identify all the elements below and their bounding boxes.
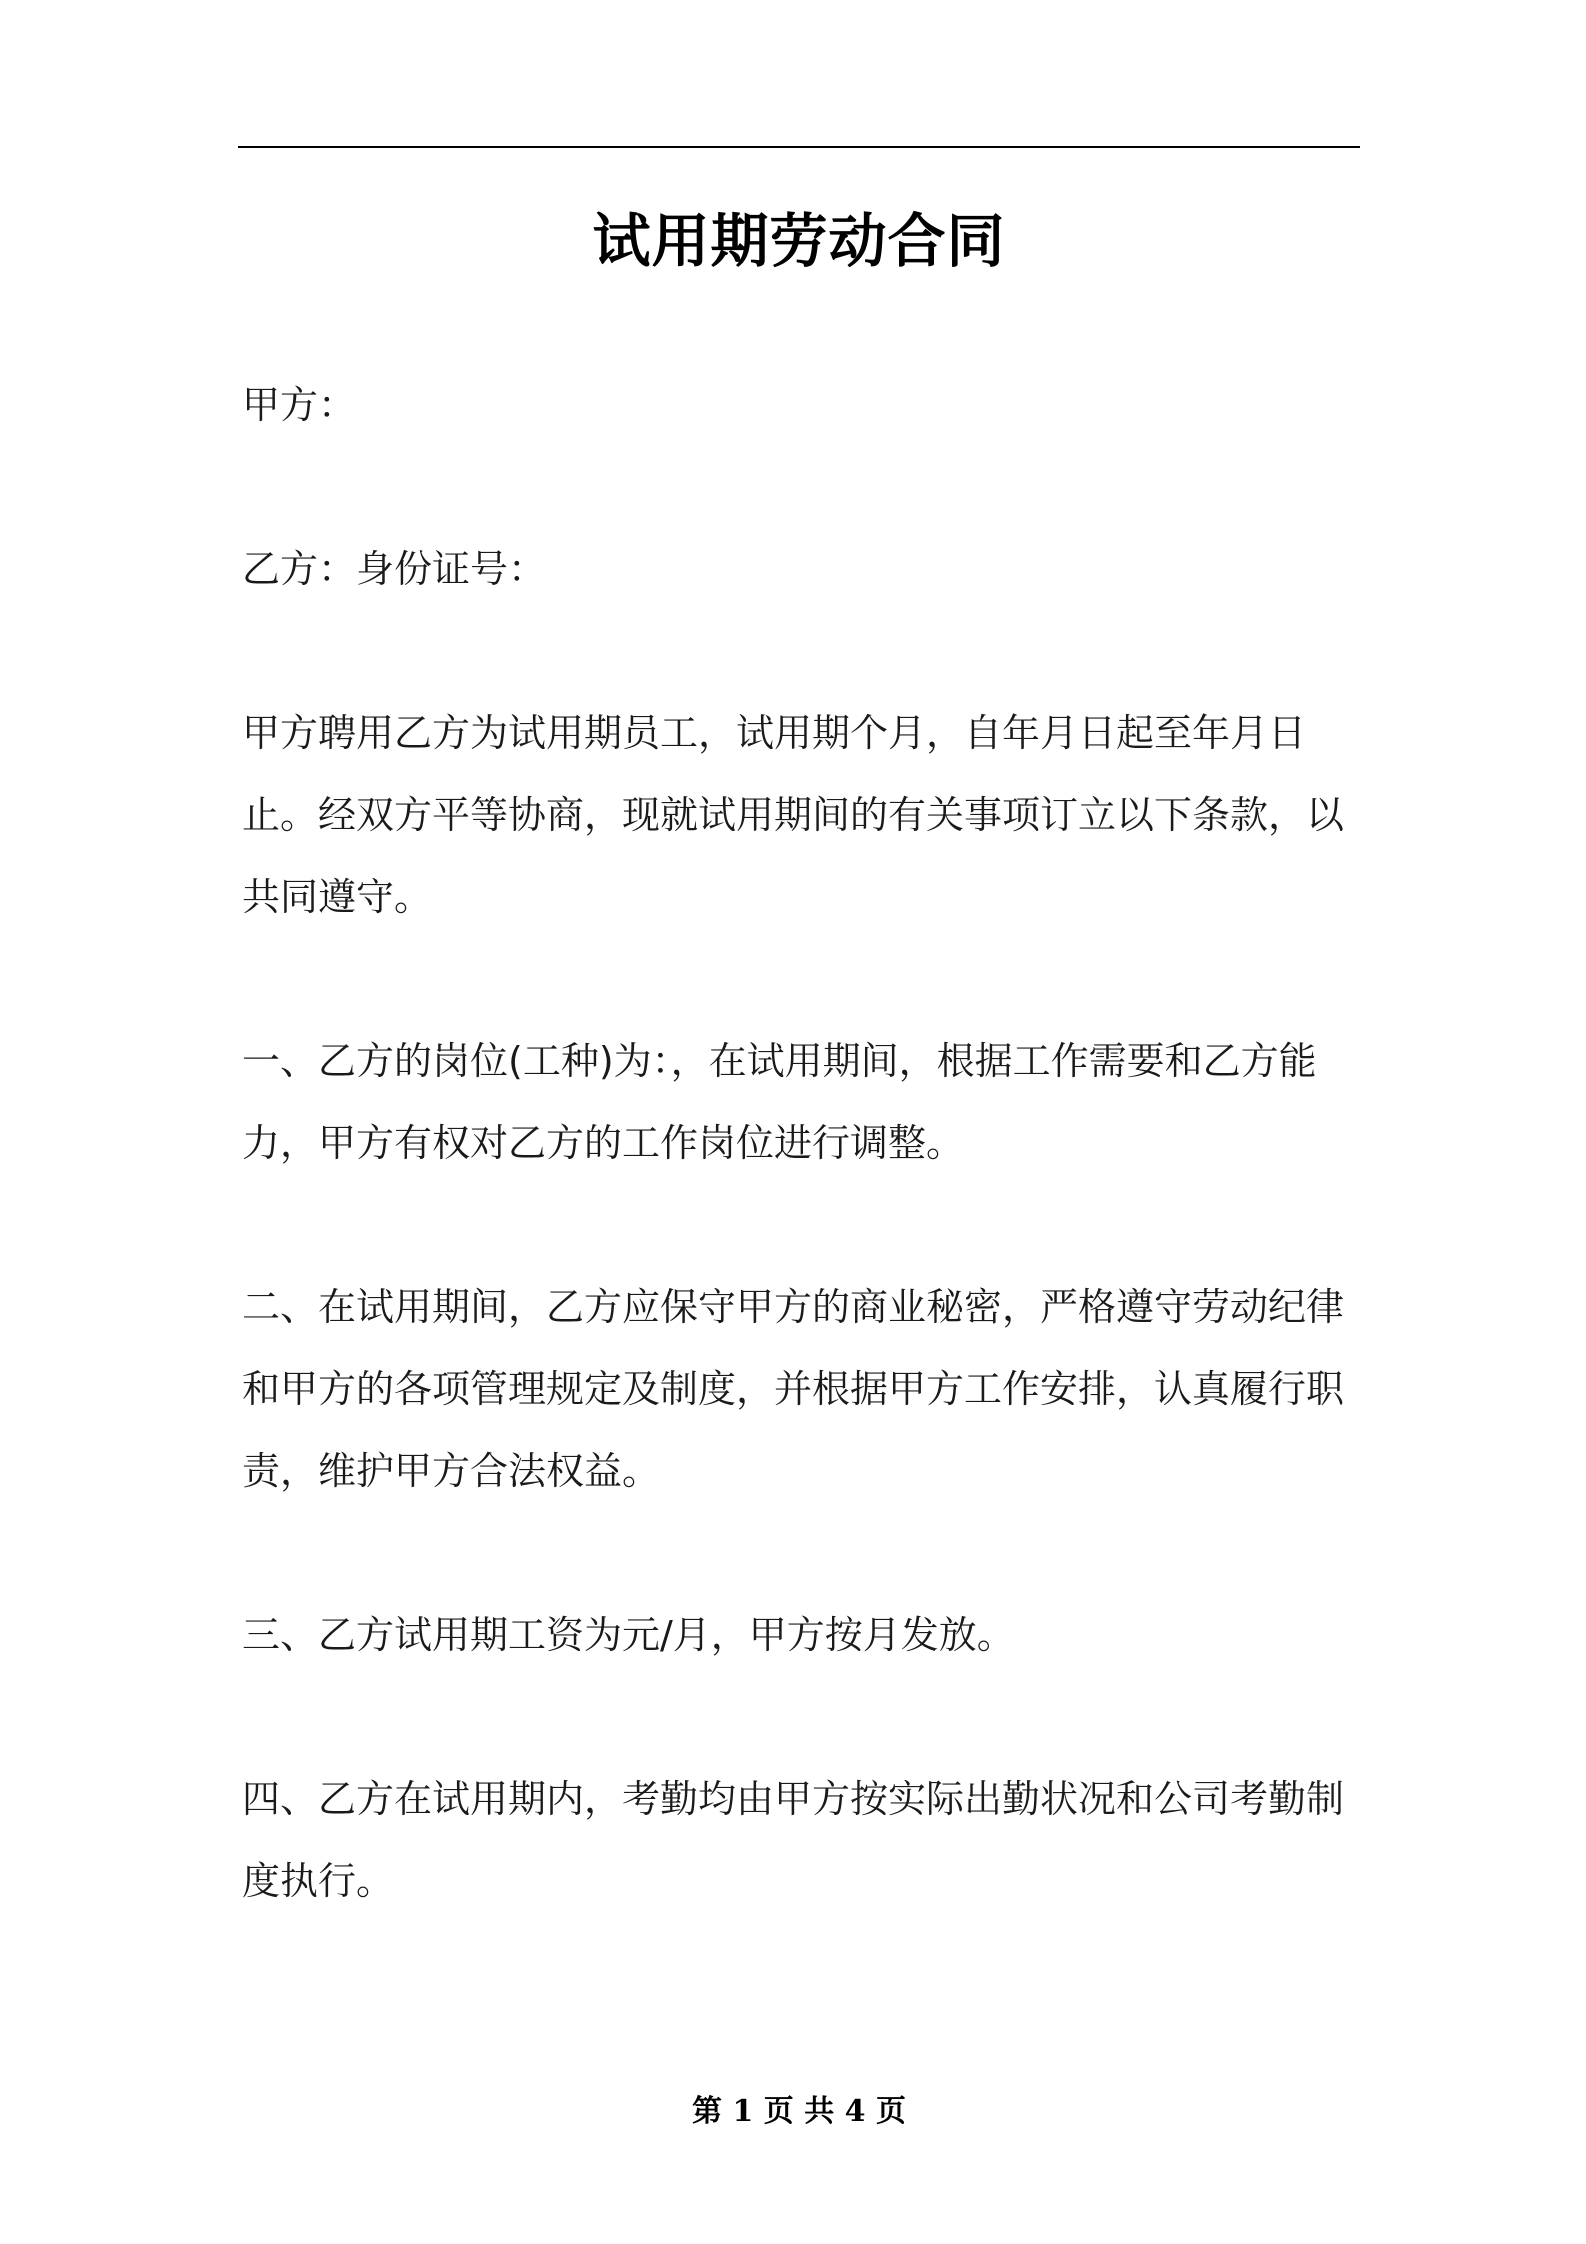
document-title: 试用期劳动合同 <box>592 207 1006 275</box>
document-body <box>242 364 1362 1922</box>
header-rule <box>238 146 1360 148</box>
clause-2: 二、在试用期间，乙方应保守甲方的商业秘密，严格遵守劳动纪律和甲方的各项管理规定及制度，并根据甲方工作安排，认真履行职责，维护甲方合法权益。 <box>242 1285 1345 1493</box>
party-a-line: 甲方： <box>242 383 357 427</box>
party-b-line: 乙方：身份证号： <box>242 547 547 591</box>
page-footer: 第 1 页 共 4 页 <box>692 2094 906 2129</box>
intro-paragraph: 甲方聘用乙方为试用期员工，试用期个月，自年月日起至年月日止。经双方平等协商，现就试用期间的有关事项订立以下条款，以共同遵守。 <box>242 711 1345 919</box>
clause-4: 四、乙方在试用期内，考勤均由甲方按实际出勤状况和公司考勤制度执行。 <box>242 1777 1345 1903</box>
clause-3: 三、乙方试用期工资为元/月，甲方按月发放。 <box>242 1613 1015 1657</box>
clause-1: 一、乙方的岗位(工种)为：，在试用期间，根据工作需要和乙方能力，甲方有权对乙方的工作岗位进行调整。 <box>242 1039 1317 1165</box>
